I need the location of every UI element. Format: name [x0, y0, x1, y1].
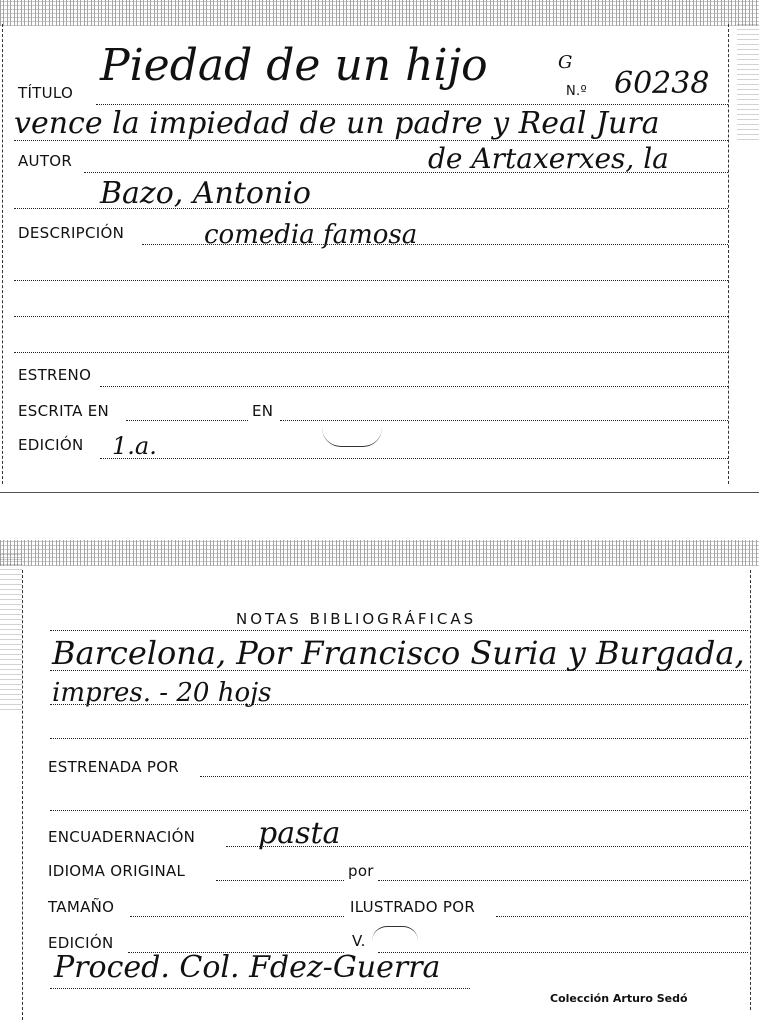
edicion-rule — [100, 458, 728, 459]
autor-label: AUTOR — [18, 152, 73, 170]
estrenada-por-rule-2 — [50, 810, 748, 811]
number-label: N.º — [566, 84, 587, 99]
encuadernacion-rule — [226, 846, 748, 847]
escrita-en-label: ESCRITA EN — [18, 402, 110, 420]
card-separator — [0, 492, 759, 493]
scan-noise-left — [0, 550, 22, 710]
stamp-mark-top — [322, 428, 382, 447]
titulo-value-line2: vence la impiedad de un padre y Real Jura — [14, 106, 660, 141]
idioma-original-label: IDIOMA ORIGINAL — [48, 862, 186, 880]
autor-rule-2 — [14, 208, 728, 209]
descripcion-rule-3 — [14, 316, 728, 317]
estreno-rule — [100, 386, 728, 387]
titulo-rule-2 — [14, 140, 728, 141]
estreno-label: ESTRENO — [18, 366, 92, 384]
descripcion-rule-4 — [14, 352, 728, 353]
titulo-value-line3: de Artaxerxes, la — [428, 142, 669, 175]
stamp-mark-bottom — [372, 926, 418, 941]
procedencia-rule — [50, 988, 470, 989]
scan-noise-top — [0, 0, 759, 26]
notas-value-line1: Barcelona, Por Francisco Suria y Burgada, — [52, 634, 745, 672]
edicion-label-bottom: EDICIÓN — [48, 934, 114, 952]
procedencia-value: Proced. Col. Fdez-Guerra — [54, 950, 441, 985]
autor-value: Bazo, Antonio — [100, 176, 311, 211]
notas-rule-3 — [50, 704, 748, 705]
card-border-right — [750, 570, 751, 1010]
notas-rule-2 — [50, 670, 748, 671]
number-letter: G — [558, 52, 573, 73]
edicion-value: 1.a. — [112, 432, 157, 460]
en-rule — [280, 420, 728, 421]
catalog-number: 60238 — [614, 66, 710, 101]
ilustrado-por-label: ILUSTRADO POR — [350, 898, 476, 916]
en-label: EN — [252, 402, 274, 420]
titulo-value-line1: Piedad de un hijo — [100, 40, 488, 91]
notas-heading: NOTAS BIBLIOGRÁFICAS — [236, 610, 477, 628]
card-border-left — [22, 570, 23, 1020]
notas-rule-4 — [50, 738, 748, 739]
v-label: V. — [352, 932, 366, 950]
card-border-left — [2, 24, 3, 484]
edicion-label: EDICIÓN — [18, 436, 84, 454]
descripcion-rule — [142, 244, 728, 245]
tamano-label: TAMAÑO — [48, 898, 115, 916]
descripcion-label: DESCRIPCIÓN — [18, 224, 125, 242]
catalog-card-top — [0, 0, 759, 495]
autor-rule — [84, 172, 728, 173]
ilustrado-por-rule — [496, 916, 748, 917]
catalog-card-bottom — [0, 540, 759, 1028]
titulo-label: TÍTULO — [18, 84, 74, 102]
scan-noise-right — [737, 20, 759, 140]
descripcion-rule-2 — [14, 280, 728, 281]
tamano-rule — [130, 916, 344, 917]
encuadernacion-label: ENCUADERNACIÓN — [48, 828, 196, 846]
titulo-rule — [96, 104, 728, 105]
card-border-right — [728, 24, 729, 484]
estrenada-por-label: ESTRENADA POR — [48, 758, 180, 776]
estrenada-por-rule — [200, 776, 748, 777]
idioma-original-rule — [216, 880, 344, 881]
descripcion-value: comedia famosa — [204, 220, 418, 250]
notas-value-line2: impres. - 20 hojs — [52, 678, 272, 708]
scan-noise-top — [0, 540, 759, 566]
notas-rule-1 — [50, 630, 748, 631]
por-label: por — [348, 862, 374, 880]
por-rule — [378, 880, 748, 881]
collection-footer: Colección Arturo Sedó — [550, 992, 688, 1005]
escrita-en-rule — [126, 420, 248, 421]
encuadernacion-value: pasta — [258, 816, 341, 851]
